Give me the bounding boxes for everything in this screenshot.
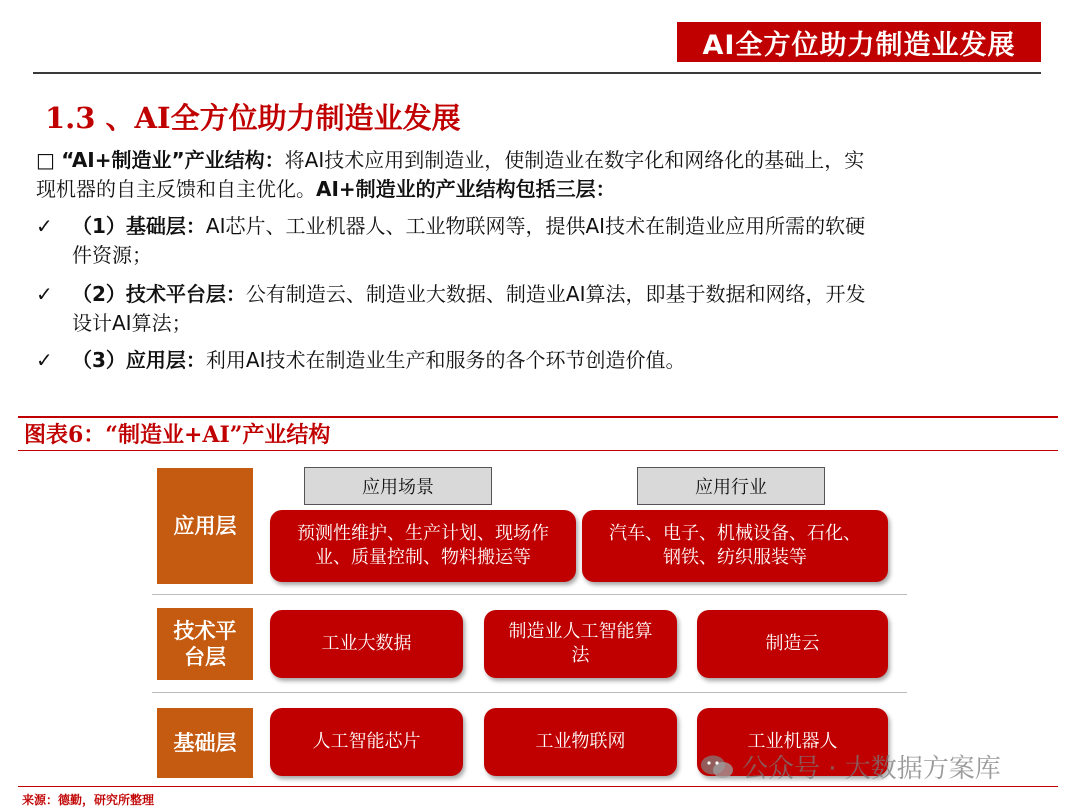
foundation-box-ai-chip: 人工智能芯片 — [270, 708, 463, 776]
layer-separator — [152, 692, 907, 693]
tech-box-algorithm-line1: 制造业人工智能算 — [508, 621, 653, 642]
foundation-box-robot: 工业机器人 — [697, 708, 888, 776]
application-industry-header: 应用行业 — [637, 467, 825, 505]
application-scenario-line1: 预测性维护、生产计划、现场作 — [297, 523, 549, 544]
figure-title: 图表6：“制造业+AI”产业结构 — [24, 422, 331, 448]
check-icon: ✓ — [36, 348, 53, 372]
intro-term: “AI+制造业”产业结构： — [61, 148, 285, 172]
application-scenario-header: 应用场景 — [304, 467, 492, 505]
bullet-text-line2: 件资源； — [72, 243, 152, 267]
bullet-text-line2: 设计AI算法； — [72, 311, 192, 335]
application-industry-line1: 汽车、电子、机械设备、石化、 — [609, 523, 861, 544]
intro-text-line2: 现机器的自主反馈和自主优化。 — [36, 177, 316, 201]
bullet-item-tech-platform — [36, 280, 1026, 338]
application-scenario-box — [270, 510, 576, 582]
header-divider — [33, 72, 1041, 74]
section-title: 1.3 、AI全方位助力制造业发展 — [45, 101, 461, 135]
layer-label-tech-platform — [157, 608, 253, 680]
bullet-label: （3）应用层： — [72, 348, 206, 372]
tech-box-industrial-big-data: 工业大数据 — [270, 610, 463, 678]
check-icon: ✓ — [36, 282, 53, 306]
layer-label-foundation: 基础层 — [157, 708, 253, 778]
watermark — [700, 748, 1001, 785]
figure-source: 来源：德勤，研究所整理 — [22, 793, 155, 807]
application-industry-box — [582, 510, 888, 582]
tech-box-algorithm-line2: 法 — [571, 645, 590, 666]
intro-bold-tail: AI+制造业的产业结构包括三层： — [316, 177, 616, 201]
bullet-text-line1: 利用AI技术在制造业生产和服务的各个环节创造价值。 — [205, 348, 686, 372]
check-icon: ✓ — [36, 214, 53, 238]
intro-marker: □ — [36, 148, 55, 172]
bullet-label: （2）技术平台层： — [72, 282, 246, 306]
tech-box-manufacturing-ai-algorithm — [484, 610, 677, 678]
tech-box-manufacturing-cloud: 制造云 — [697, 610, 888, 678]
foundation-box-iot: 工业物联网 — [484, 708, 677, 776]
wechat-icon — [700, 754, 734, 780]
layer-label-tech-platform-line2: 台层 — [184, 645, 226, 669]
bullet-text-line1: 公有制造云、制造业大数据、制造业AI算法，即基于数据和网络，开发 — [245, 282, 866, 306]
application-industry-line2: 钢铁、纺织服装等 — [663, 547, 807, 568]
bullet-item-foundation — [36, 212, 1026, 270]
watermark-text: 公众号 · 大数据方案库 — [742, 754, 1001, 784]
intro-text-line1: 将AI技术应用到制造业，使制造业在数字化和网络化的基础上，实 — [284, 148, 865, 172]
layer-separator — [152, 594, 907, 595]
application-scenario-line2: 业、质量控制、物料搬运等 — [315, 547, 531, 568]
bullet-label: （1）基础层： — [72, 214, 206, 238]
bullet-text-line1: AI芯片、工业机器人、工业物联网等，提供AI技术在制造业应用所需的软硬 — [205, 214, 866, 238]
figure-title-rule — [18, 450, 1058, 451]
layer-label-application: 应用层 — [157, 468, 253, 584]
bullet-item-application — [36, 346, 1026, 375]
figure-bottom-rule — [18, 786, 1058, 787]
header-badge: AI全方位助力制造业发展 — [677, 22, 1041, 62]
intro-paragraph — [36, 146, 1026, 204]
layer-label-tech-platform-line1: 技术平 — [173, 619, 237, 643]
